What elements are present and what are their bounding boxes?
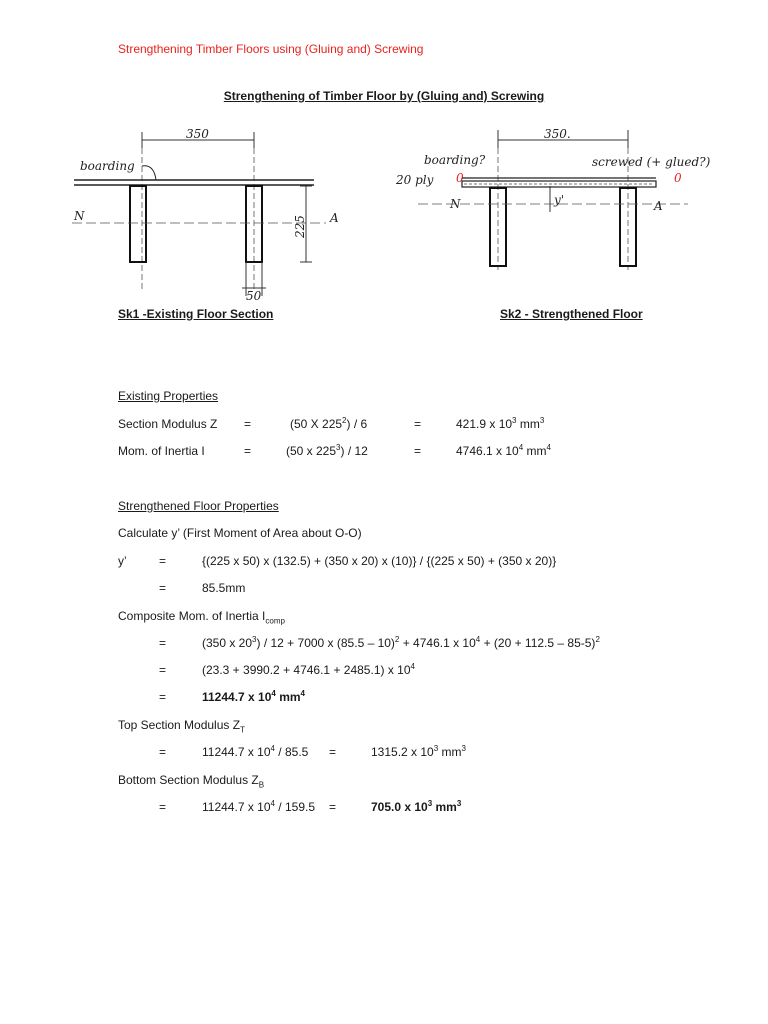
sk1-label-a: A	[330, 211, 339, 225]
equals-sign: =	[329, 745, 337, 759]
equals-sign: =	[414, 417, 422, 431]
equals-sign: =	[244, 444, 252, 458]
equals-sign: =	[414, 444, 422, 458]
icomp-label: Composite Mom. of Inertia $I_{comp}$	[118, 609, 285, 626]
equals-sign: =	[159, 554, 167, 568]
icomp-result: 11244.7 x $10^4$ $mm^4$	[202, 689, 305, 704]
page-header: Strengthening Timber Floors using (Gluing and) Screwing	[118, 42, 424, 56]
zb-expression: 11244.7 x $10^4 / 159.5$	[202, 799, 315, 814]
sk1-dim-top: 350	[186, 127, 209, 141]
sk2-label-n: N	[450, 197, 461, 211]
inertia-label: Mom. of Inertia I	[118, 444, 205, 458]
equals-sign: =	[159, 745, 167, 759]
equals-sign: =	[159, 581, 167, 595]
sk2-dim-top: 350.	[544, 127, 571, 141]
sk2-label-o-right: 0	[674, 171, 682, 185]
sk1-label-n: N	[74, 209, 85, 223]
equals-sign: =	[244, 417, 252, 431]
zt-label: Top Section Modulus $Z_T$	[118, 718, 245, 735]
sketch-strengthened-floor	[388, 120, 718, 280]
zb-result: 705.0 x $10^3$ $mm^3$	[371, 799, 462, 814]
zt-expression: 11244.7 x $10^4 / 85.5$	[202, 744, 309, 759]
sk1-dim-height: 225	[293, 215, 307, 238]
section-modulus-result: 421.9 x $10^3$ $mm^3$	[456, 416, 545, 431]
existing-heading: Existing Properties	[118, 389, 219, 403]
sk1-caption: Sk1 -Existing Floor Section	[118, 307, 274, 321]
sk1-label-boarding: boarding	[80, 159, 135, 173]
sk2-caption: Sk2 - Strengthened Floor	[500, 307, 643, 321]
zt-result: 1315.2 x $10^3$ $mm^3$	[371, 744, 466, 759]
sketch-existing-floor	[64, 120, 354, 300]
sk1-dim-width: 50	[246, 289, 262, 300]
sk2-label-o-left: 0	[456, 171, 464, 185]
sk2-label-screwed: screwed (+ glued?)	[592, 155, 711, 169]
strengthened-heading: Strengthened Floor Properties	[118, 499, 279, 513]
sk2-label-a: A	[654, 199, 663, 213]
inertia-result: 4746.1 x $10^4$ $mm^4$	[456, 443, 551, 458]
page-title: Strengthening of Timber Floor by (Gluing and) Screwing	[223, 89, 545, 103]
y-expression: {(225 x 50) x (132.5) + (350 x 20) x (10)} / {(225 x 50) + (350 x 20)}	[202, 554, 557, 568]
equals-sign: =	[329, 800, 337, 814]
y-label: y’	[118, 554, 127, 568]
icomp-line-1: (350 x $20^3) / 12 + 7000$ x (85.5 – 10)$^2$ + 4746.1 x $10^4 + (20 + 112.5 - 85-5)^2$	[202, 635, 600, 650]
y-result: 85.5mm	[202, 581, 246, 595]
sk2-label-y: y'	[554, 193, 565, 207]
section-modulus-label: Section Modulus Z	[118, 417, 218, 431]
zb-label: Bottom Section Modulus $Z_B$	[118, 773, 265, 790]
equals-sign: =	[159, 636, 167, 650]
calc-y-label: Calculate y’ (First Moment of Area about O-O)	[118, 526, 362, 540]
sk2-label-ply: 20 ply	[396, 173, 434, 187]
inertia-expression: (50 x $225^3) / 12$	[286, 443, 368, 458]
equals-sign: =	[159, 690, 167, 704]
equals-sign: =	[159, 663, 167, 677]
icomp-line-2: (23.3 + 3990.2 + 4746.1 + 2485.1) x $10^4$	[202, 662, 415, 677]
sk2-label-boarding: boarding?	[424, 153, 486, 167]
equals-sign: =	[159, 800, 167, 814]
section-modulus-expression: (50 X $225^2) / 6$	[290, 416, 368, 431]
